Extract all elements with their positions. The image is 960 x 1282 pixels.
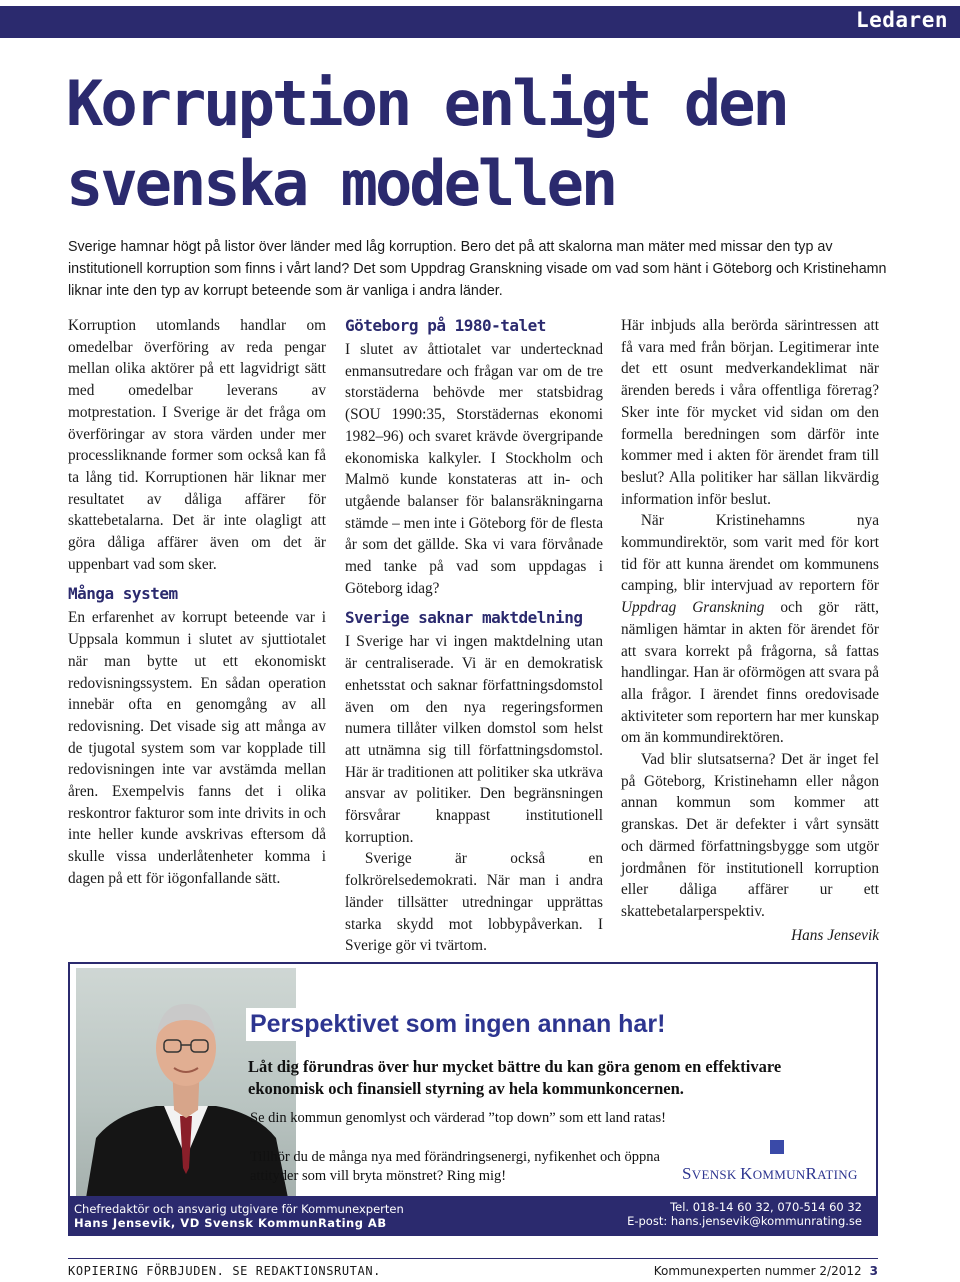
footer-divider bbox=[68, 1258, 878, 1259]
company-logo: SVENSK KOMMUNRATING bbox=[682, 1164, 858, 1183]
ad-line-2: Tillhör du de många nya med förändringsenergi, nyfikenhet och öppna attityder som vill bryta mönstret? Ring mig! bbox=[250, 1149, 660, 1184]
ad-contact-bar bbox=[70, 1196, 878, 1236]
paragraph bbox=[621, 510, 879, 749]
section-header-bar bbox=[0, 6, 960, 38]
paragraph: En erfarenhet av korrupt beteende var i Uppsala kommun i slutet av sjuttiotalet när man bytte ut ett ekonomiskt redovisningssystem. En sådan operation innebär ofta en genomgång av all redovisning. Det visade sig att många av de tjugotal system som var kopplade till redovisningen inte var avstämda mellan åren. Exempelvis fanns det i olika reskontror fakturor som inte drivits in och inte heller kunde avskrivas eftersom då skulle vissa underlåtenheter komma i dagen på ett för iögonfallande sätt. bbox=[68, 609, 326, 887]
contact-info bbox=[627, 1200, 862, 1228]
publisher-role: Chefredaktör och ansvarig utgivare för Kommunexperten bbox=[74, 1202, 404, 1216]
publisher-name: Hans Jensevik, VD Svensk KommunRating AB bbox=[74, 1216, 387, 1230]
paragraph-text: När Kristinehamns nya kommundirektör, som varit med för kort tid för att kunna ärendet om kommunens camping, blir intervjuad av reportern för bbox=[621, 512, 879, 595]
advertisement-box bbox=[68, 962, 878, 1236]
article-lead: Sverige hamnar högt på listor över länder med låg korruption. Bero det på att skalorna man mäter med missar den typ av institutionell korruption som finns i vårt land? Det som Uppdrag Granskning visade om vad som hänt i Göteborg och Kristinehamn liknar inte den typ av korrupt beteende som är vanliga i andra länder. bbox=[68, 239, 887, 299]
logo-square-icon bbox=[770, 1140, 784, 1154]
phone-numbers: Tel. 018-14 60 32, 070-514 60 32 bbox=[670, 1200, 862, 1214]
publisher-info bbox=[74, 1202, 404, 1230]
publication-issue: Kommunexperten nummer 2/2012 bbox=[653, 1264, 862, 1278]
column-3 bbox=[621, 315, 879, 947]
paragraph: Sverige är också en folkrörelsedemokrati. När man i andra länder tillsätter utredningar upprättas starka skydd mot lobbypåverkan. I Sverige gör vi tvärtom. bbox=[345, 850, 603, 955]
subheading-goteborg: Göteborg på 1980-talet bbox=[345, 316, 546, 335]
paragraph: Korruption utomlands handlar om omedelbar överföring av reda pengar mellan olika aktörer på ett lagvidrigt sätt med omedelbar leverans av motprestation. I Sverige är det fråga om överföringar av stora värden under mer processliknande former som också kan få ta lång tid. Korruptionen här liknar mer resultatet av dåliga affärer för skattebetalarna. Det är inte olagligt att göra dåliga affärer även om det är uppenbart vad som sker. bbox=[68, 317, 326, 573]
ad-line-1: Se din kommun genomlyst och värderad ”top down” som ett land ratas! bbox=[250, 1110, 666, 1126]
author-signature: Hans Jensevik bbox=[791, 926, 879, 944]
column-1 bbox=[68, 315, 326, 890]
footer-publication bbox=[654, 1264, 878, 1278]
subheading-manga-system: Många system bbox=[68, 584, 178, 604]
email-address: E-post: hans.jensevik@kommunrating.se bbox=[627, 1214, 862, 1228]
subheading-maktdelning: Sverige saknar maktdelning bbox=[345, 608, 583, 628]
section-tag: Ledaren bbox=[855, 8, 948, 32]
footer-copyright: KOPIERING FÖRBJUDEN. SE REDAKTIONSRUTAN. bbox=[68, 1264, 381, 1278]
ad-subheading: Låt dig förundras över hur mycket bättre du kan göra genom en effektivare ekonomisk och finansiell styrning av hela kommunkoncernen. bbox=[248, 1057, 782, 1098]
title-line-2: svenska modellen bbox=[66, 147, 616, 220]
paragraph: I slutet av åttiotalet var undertecknad enmansutredare och frågan var om de tre storstäderna behövde mer statsbidrag (SOU 1990:35, Storstädernas ekonomi 1982–96) och svaret krävde övergripande ekonomiska kalkyler. I Stockholm och Malmö kunde konstateras att in- och utgående balanser för balansräkningarna stämde – men inte i Göteborg för de flesta år som det gällde. Ska vi vara förvånade med tanke på vad som uppdagas i Göteborg idag? bbox=[345, 341, 603, 597]
program-name: Uppdrag Granskning bbox=[621, 599, 765, 617]
column-2 bbox=[345, 315, 603, 957]
paragraph: Här inbjuds alla berörda särintressen att få vara med från början. Legitimerar inte det ett osunt medverkandeklimat när ärenden bereds i våra offentliga förетag? Sker inte för mycket vid sidan om den formella beredningen som därför inte kommer med i akten för ärendet fram till beslut? Alla politiker har sällan likvärdig information inför beslut. bbox=[621, 317, 879, 508]
ad-headline: Perspektivet som ingen annan har! bbox=[246, 1008, 669, 1041]
title-line-1: Korruption enligt den bbox=[66, 67, 787, 140]
article-title bbox=[66, 64, 906, 224]
paragraph: Vad blir slutsatserna? Det är inget fel på Göteborg, Kristinehamn eller någon annan kommun som kommer att granskas. Det är defekter i vårt synsätt och därmed författningsbygge som utgör jordmånen för institutionell korruption eller dåliga affärer ur ett skattebetalarperspektiv. bbox=[621, 751, 879, 920]
page-number: 3 bbox=[869, 1264, 878, 1278]
paragraph: I Sverige har vi ingen maktdelning utan är centraliserade. Vi är en demokratisk enhetsstat och saknar författningsdomstol även om den nya regeringsformen numera tillåter vilken domstol som helst att utnämna sig till författningsdomstol. Här är traditionen att politiker ska utkräva ansvar av politiker. Den begränsningen försvårar knappast institutionell korruption. bbox=[345, 633, 603, 846]
paragraph-text: och gör rätt, nämligen hämtar in akten för ärendet för att svara korrekt på frågorna, så fattas handlingar. Han är oförmögen att svara på alla frågor. I ärendet finns oredovisade aktiviteter som reportern har mer kunskap om än kommundirektören. bbox=[621, 599, 879, 747]
